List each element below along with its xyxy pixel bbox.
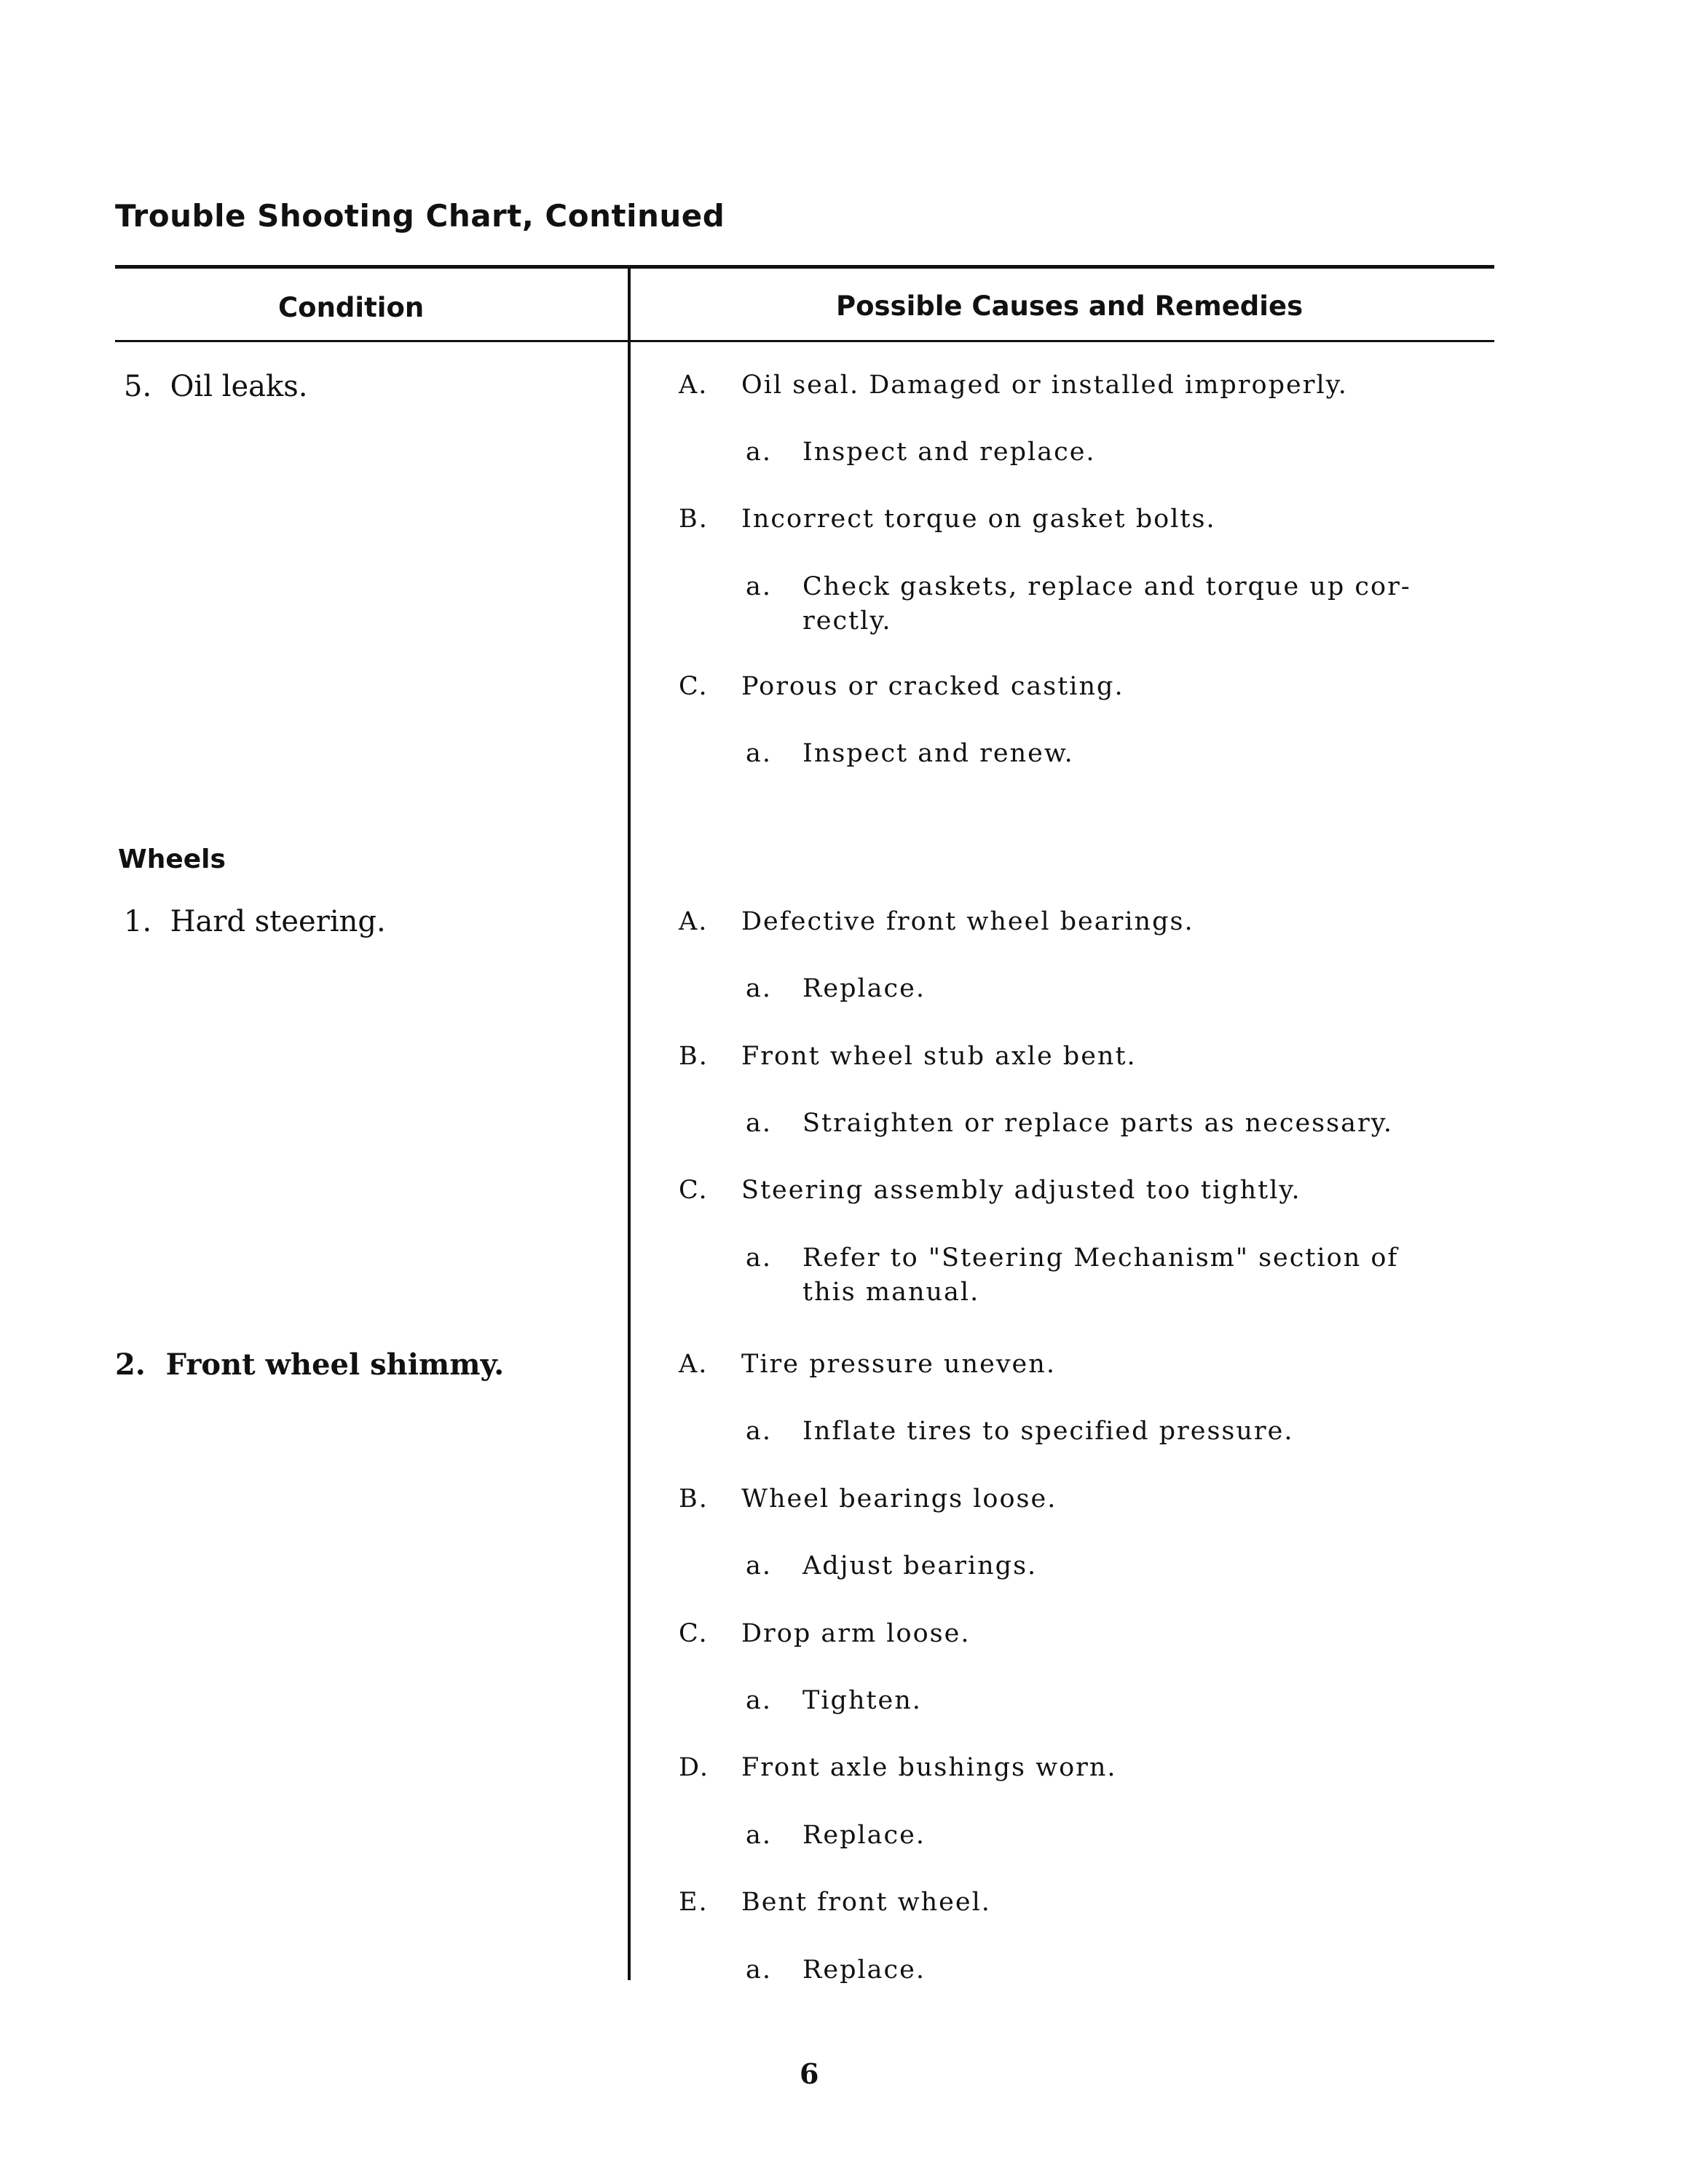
cause-item [679,1751,1397,1785]
cause-letter: C. [679,672,709,701]
cause-letter: C. [679,1176,709,1205]
cause-letter: B. [679,1042,709,1071]
remedy-letter: a. [746,572,772,601]
column-divider [628,268,631,1980]
section-heading-wheels: Wheels [118,844,226,874]
cause-text: Wheel bearings loose. [741,1484,1057,1514]
remedy-item [746,1953,1458,1987]
cause-item [679,1348,1397,1382]
condition-number: 2. [115,1348,146,1382]
cause-text: Incorrect torque on gasket bolts. [741,505,1216,534]
remedy-text: Replace. [802,1821,926,1850]
remedy-text: Check gaskets, replace and torque up cor-rectly. [802,572,1411,636]
cause-text: Steering assembly adjusted too tightly. [741,1176,1301,1205]
remedy-text: Inspect and renew. [802,739,1074,768]
cause-text: Porous or cracked casting. [741,672,1124,701]
remedy-item [746,1241,1443,1310]
remedy-text: Adjust bearings. [802,1551,1038,1580]
remedy-item [746,1819,1458,1853]
cause-item [679,1040,1397,1074]
condition-number: 5. [124,370,152,403]
cause-letter: A. [679,1350,709,1379]
condition-number: 1. [124,905,152,938]
condition-label: Hard steering. [170,905,386,938]
condition-label: Oil leaks. [170,370,308,403]
remedy-item [746,1415,1458,1449]
cause-letter: B. [679,505,709,534]
condition-oil-leaks [124,370,308,403]
cause-text: Oil seal. Damaged or installed improperly. [741,371,1348,400]
page-number: 6 [800,2057,819,2090]
causes-header: Possible Causes and Remedies [836,290,1304,322]
remedy-text: Inflate tires to specified pressure. [802,1417,1294,1446]
cause-text: Front axle bushings worn. [741,1753,1117,1782]
condition-front-wheel-shimmy [115,1348,504,1382]
cause-text: Drop arm loose. [741,1619,971,1648]
cause-item [679,1174,1397,1208]
remedy-letter: a. [746,1551,772,1580]
page-title: Trouble Shooting Chart, Continued [115,198,725,234]
cause-item [679,1482,1397,1516]
cause-item [679,368,1397,403]
cause-letter: D. [679,1753,709,1782]
remedy-text: Replace. [802,1955,926,1985]
condition-header: Condition [278,292,425,323]
remedy-item [746,1684,1458,1718]
cause-text: Defective front wheel bearings. [741,907,1194,936]
remedy-letter: a. [746,1417,772,1446]
remedy-letter: a. [746,438,772,467]
cause-letter: E. [679,1888,709,1917]
remedy-letter: a. [746,974,772,1003]
condition-hard-steering [124,905,386,938]
remedy-letter: a. [746,1821,772,1850]
remedy-letter: a. [746,1686,772,1715]
cause-item [679,502,1397,537]
remedy-item [746,1107,1458,1141]
cause-letter: C. [679,1619,709,1648]
cause-item [679,905,1397,939]
cause-text: Bent front wheel. [741,1888,991,1917]
remedy-item [746,435,1458,470]
remedy-text: Replace. [802,974,926,1003]
cause-text: Tire pressure uneven. [741,1350,1056,1379]
cause-letter: A. [679,371,709,400]
remedy-text: Straighten or replace parts as necessary. [802,1109,1393,1138]
remedy-letter: a. [746,739,772,768]
remedy-item [746,972,1458,1006]
cause-letter: A. [679,907,709,936]
table-top-rule [115,265,1494,269]
remedy-letter: a. [746,1243,772,1273]
remedy-item [746,1549,1458,1583]
remedy-letter: a. [746,1109,772,1138]
remedy-item [746,737,1458,771]
remedy-text: Refer to "Steering Mechanism" section of this manual. [802,1243,1399,1307]
condition-label: Front wheel shimmy. [165,1348,505,1382]
remedy-letter: a. [746,1955,772,1985]
cause-item [679,1617,1397,1651]
remedy-item [746,570,1458,638]
header-bottom-rule [115,340,1494,342]
cause-item [679,670,1397,704]
cause-text: Front wheel stub axle bent. [741,1042,1137,1071]
cause-item [679,1886,1397,1920]
remedy-text: Tighten. [802,1686,922,1715]
cause-letter: B. [679,1484,709,1514]
remedy-text: Inspect and replace. [802,438,1096,467]
